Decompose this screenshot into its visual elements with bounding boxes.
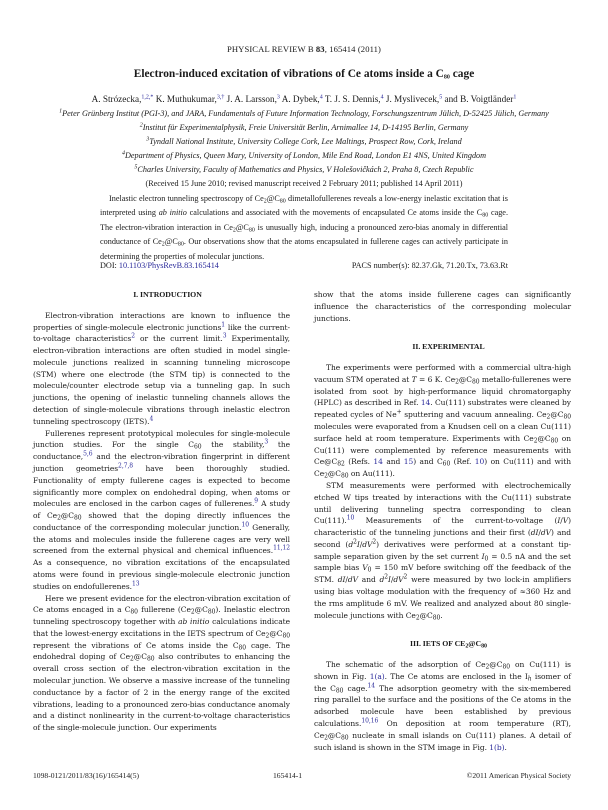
section-heading-iets: III. IETS OF $CE_2@C_{80}$ — [410, 639, 487, 650]
received-dates: (Received 15 June 2010; revised manuscript received 2 February 2011; published 14 April 2011) — [145, 179, 463, 189]
paper-title: Electron-induced excitation of vibrations of Ce atoms inside a $C_{80}$ cage — [133, 68, 475, 81]
author-affil-link[interactable]: 5 — [439, 94, 443, 101]
volume: 83 — [315, 44, 325, 54]
experimental-paragraph-2: STM measurements were performed with electrochemically etched W tips treated by interactions with the Cu(111) substrate until delivering tunneling spectra corresponding to clean Cu(111).$^{10}$ Measurements of the current-to-voltage (I/V) characteristic of the tunneling junctions and their first (dI/dV) and second $(d^2I/dV^2)$ derivatives were performed at a constant tip-sample separation given by the set current $I_0 = 0.5$ nA and the set sample bias $V_0 = 150$ mV before switching off the feedback of the STM. dI/dV and $d^2I/dV^2$ were measured by two lock-in amplifiers using bias voltage modulation with the frequency of ≈360 Hz and the rms amplitude 6 mV. We realized and analyzed about 80 single-molecule junctions with $Ce_2@C_{80}$. — [314, 480, 572, 622]
page-footer — [33, 771, 571, 783]
iets-paragraph-1: The schematic of the adsorption of $Ce_2@C_{80}$ on Cu(111) is shown in Fig. 1(a). The Ce atoms are enclosed in the $I_h$ isomer of the $C_{80}$ cage.$^{14}$ The adsorption geometry with the six-membered ring parallel to the surface and the positions of the Ce atoms in the adsorbed molecule have been established by previous calculations.$^{10,16}$ On deposition at room temperature (RT), $Ce_2@C_{80}$ nucleate in small islands on Cu(111) planes. A detail of such island is shown in the STM image in Fig. 1(b). — [314, 660, 572, 752]
journal-header: PHYSICAL REVIEW B 83, 165414 (2011) — [226, 44, 382, 54]
doi: DOI: 10.1103/PhysRevB.83.165414 — [100, 261, 219, 270]
left-column — [33, 289, 290, 734]
footer-page-number: 165414-1 — [273, 771, 303, 780]
author: A. Dybek, — [279, 94, 320, 104]
author: J. Myslivecek, — [383, 94, 440, 104]
affiliation-2: $^2$Institut für Experimentalphysik, Freie Universität Berlin, Arnimallee 14, D-14195 Berlin, Germany — [139, 122, 469, 133]
affiliation-3: $^3$Tyndall National Institute, University College Cork, Lee Maltings, Prospect Row, Cork, Ireland — [146, 136, 462, 147]
author-affil-link[interactable]: 1,2,* — [141, 94, 154, 101]
author: A. Strózecka, — [91, 94, 142, 104]
intro-paragraph-3-continued: show that the atoms inside fullerene cages can significantly influence the characteristics of the corresponding molecular junctions. — [314, 290, 571, 323]
pacs-numbers: PACS number(s): 82.37.Gk, 71.20.Tx, 73.63.Rt — [351, 261, 508, 270]
author: K. Muthukumar, — [153, 94, 217, 104]
footer-identifier: 1098-0121/2011/83(16)/165414(5) — [33, 771, 140, 780]
author-affil-link[interactable]: 1 — [513, 94, 517, 101]
author-affil-link[interactable]: 3,† — [216, 94, 225, 101]
experimental-paragraph-1: The experiments were performed with a commercial ultra-high vacuum STM operated at T = 6 K. $Ce_2@C_{80}$ metallo-fullerenes were isolated from soot by high-performance liquid chromatorgaphy (HPLC) as described in Ref. 14. Cu(111) substrates were cleaned by repeated cycles of Ne+ sputtering and vacuum annealing. $Ce_2@C_{80}$ molecules were evaporated from a Knudsen cell on a clean Cu(111) surface held at room temperature. Experiments with $Ce_2@C_{80}$ on Cu(111) were complemented by reference measurements with $Ce@C_{82}$ (Refs. 14 and 15) and $C_{60}$ (Ref. 10) on Cu(111) and with $Ce_2@C_{80}$ on Au(111). — [314, 363, 572, 480]
affiliation-5: $^5$Charles University, Faculty of Mathematics and Physics, V Holešovičkách 2, Praha 8, Czech Republic — [134, 164, 474, 175]
right-column — [314, 289, 571, 753]
footer-copyright: ©2011 American Physical Society — [466, 771, 571, 780]
author: J. A. Larsson, — [224, 94, 277, 104]
intro-paragraph-2: Fullerenes represent prototypical molecules for single-molecule junction studies. For the single $C_{60}$ the stability,$^3$ the conductance,$^{5,6}$ and the electron-vibration fingerprint in different junction geometries$^{2,7,8}$ have been thoroughly studied. Functionality of empty fullerene cages is expected to become significantly more complex on endohedral doping, when atoms or molecules are enclosed in the carbon cages of fullerenes.$^9$ A study of $Ce_2@C_{80}$ showed that the doping directly influences the conductance of the corresponding molecular junction.$^{10}$ Generally, the atoms and molecules inside the fullerene cages are very well screened from the external physical and chemical influences.$^{11,12}$ As a consequence, no vibration excitations of the encapsulated atoms were found in previous single-molecule electronic junction studies on endofullerenes.$^{13}$ — [33, 428, 290, 591]
affiliations — [40, 107, 568, 192]
section-heading-introduction: I. INTRODUCTION — [133, 290, 202, 299]
author: and B. Voigtländer — [442, 94, 514, 104]
doi-link[interactable]: 10.1103/PhysRevB.83.165414 — [118, 261, 219, 270]
doi-pacs-row — [100, 261, 508, 273]
section-heading-experimental: II. EXPERIMENTAL — [412, 342, 485, 352]
author-affil-link[interactable]: 3 — [276, 94, 280, 101]
author-affil-link[interactable]: 4 — [319, 94, 323, 101]
author-affil-link[interactable]: 4 — [380, 94, 384, 101]
author-list — [0, 94, 608, 104]
abstract: Inelastic electron tunneling spectroscopy of $Ce_2@C_{80}$ dimetallofullerenes reveals a low-energy inelastic excitation that is interpreted using ab initio calculations and associated with the movements of encapsulated Ce atoms inside the $C_{80}$ cage. The electron-vibration interaction in $Ce_2@C_{80}$ is unusually high, inducing a pronounced zero-bias anomaly in differential conductance of $Ce_2@C_{80}$. Our observations show that the atoms encapsulated in fullerene cages can actively participate in determining the properties of molecular junctions. — [100, 194, 508, 261]
affiliation-4: $^4$Department of Physics, Queen Mary, University of London, Mile End Road, London E1 4NS, United Kingdom — [121, 150, 487, 161]
author: T. J. S. Dennis, — [322, 94, 381, 104]
intro-paragraph-1: Electron-vibration interactions are known to influence the properties of single-molecule electronic junctions$^1$ like the current-to-voltage characteristics$^2$ or the current limit.$^3$ Experimentally, electron-vibration interactions are often studied in model single-molecule junctions realized in scanning tunneling microscope (STM) where one electrode (the STM tip) is connected to the molecule/counter electrode setup via a tunneling gap. In such junctions, the opening of inelastic tunneling channels allows the detection of single-molecule vibrations through inelastic electron tunneling spectroscopy (IETS).$^4$ — [33, 310, 290, 426]
affiliation-1: $^1$Peter Grünberg Institut (PGI-3), and JARA, Fundamentals of Future Information Technology, Forschungszentrum Jülich, D-52425 Jülich, Germany — [59, 108, 549, 118]
intro-paragraph-3: Here we present evidence for the electron-vibration excitation of Ce atoms encaged in a $C_{80}$ fullerene $(Ce_2@C_{80})$. Inelastic electron tunneling spectroscopy together with ab initio calculations indicate that the lowest-energy excitations in the IETS spectrum of $Ce_2@C_{80}$ represent the vibrations of Ce atoms inside the $C_{80}$ cage. The endohedral doping of $Ce_2@C_{80}$ also contributes to enhancing the overall cross section of the electron-vibration excitation in the molecular junction. We observe a massive increase of the tunneling conductance by a factor of 2 in the energy range of the excited vibrations, leading to a pronounced zero-bias conductance anomaly and a distinct nonlinearity in the current-to-voltage characteristics of the single-molecule junction. Our experiments — [33, 593, 290, 733]
